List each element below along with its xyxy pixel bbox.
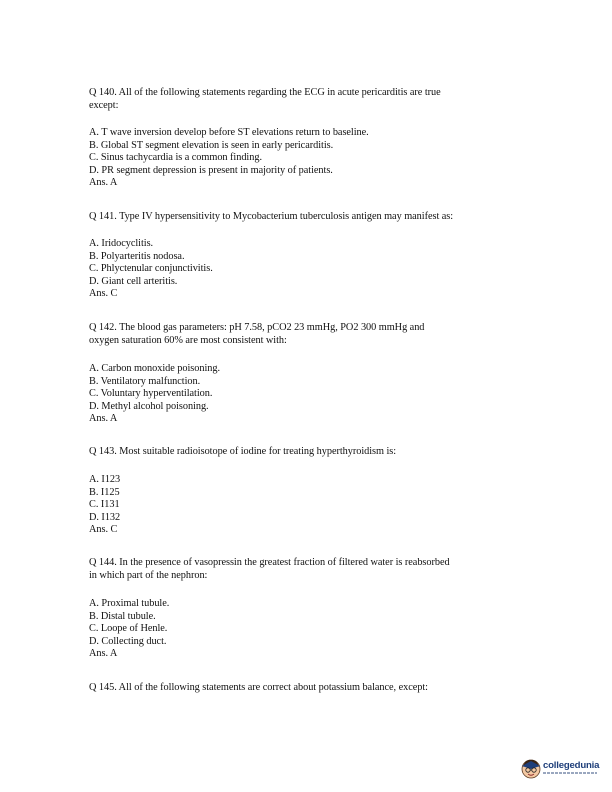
answer: Ans. A — [89, 413, 118, 425]
options-141 — [89, 238, 529, 301]
question-145 — [89, 682, 529, 695]
options-144 — [89, 598, 529, 661]
option-a: A. I123 — [89, 474, 121, 485]
question-142 — [89, 322, 529, 347]
answer: Ans. C — [89, 288, 118, 300]
question-144 — [89, 557, 529, 582]
option-a: A. T wave inversion develop before ST elevations return to baseline. — [89, 127, 369, 138]
option-c: C. Loope of Henle. — [89, 623, 168, 635]
option-a: A. Proximal tubule. — [89, 598, 170, 609]
brand-name: collegedunia — [543, 760, 600, 771]
question-stem-line: Q 145. All of the following statements are correct about potassium balance, except: — [89, 682, 428, 693]
option-b: B. I125 — [89, 486, 120, 498]
question-stem-line: Q 143. Most suitable radioisotope of iodine for treating hyperthyroidism is: — [89, 446, 397, 457]
question-stem-line: except: — [89, 99, 119, 111]
option-c: C. Voluntary hyperventilation. — [89, 388, 213, 400]
question-stem-line: Q 140. All of the following statements regarding the ECG in acute pericarditis are true — [89, 87, 441, 98]
option-b: B. Global ST segment elevation is seen in early pericarditis. — [89, 139, 334, 151]
question-stem-line: Q 142. The blood gas parameters: pH 7.58, pCO2 23 mmHg, PO2 300 mmHg and — [89, 322, 425, 333]
question-141 — [89, 211, 529, 224]
option-d: D. PR segment depression is present in majority of patients. — [89, 164, 333, 176]
answer: Ans. A — [89, 648, 118, 660]
option-c: C. I131 — [89, 499, 120, 511]
option-c: C. Phlyctenular conjunctivitis. — [89, 263, 213, 275]
options-140 — [89, 127, 529, 190]
question-140 — [89, 87, 529, 112]
question-stem-line: in which part of the nephron: — [89, 569, 208, 581]
question-stem-line: Q 141. Type IV hypersensitivity to Mycobacterium tuberculosis antigen may manifest as: — [89, 211, 454, 222]
mascot-logo-icon — [520, 757, 542, 779]
option-d: D. Giant cell arteritis. — [89, 275, 178, 287]
option-d: D. I132 — [89, 511, 121, 523]
brand-logo[interactable] — [520, 756, 600, 784]
option-b: B. Distal tubule. — [89, 610, 156, 622]
option-d: D. Methyl alcohol poisoning. — [89, 400, 209, 412]
option-c: C. Sinus tachycardia is a common finding. — [89, 152, 262, 164]
answer: Ans. C — [89, 524, 118, 536]
question-143 — [89, 446, 529, 459]
option-d: D. Collecting duct. — [89, 635, 167, 647]
brand-tagline-decoration — [543, 772, 597, 774]
answer: Ans. A — [89, 177, 118, 189]
option-a: A. Iridocyclitis. — [89, 238, 154, 249]
option-b: B. Ventilatory malfunction. — [89, 375, 201, 387]
options-143 — [89, 474, 529, 537]
question-stem-line: Q 144. In the presence of vasopressin the greatest fraction of filtered water is reabsorbed — [89, 557, 450, 568]
options-142 — [89, 363, 529, 426]
question-stem-line: oxygen saturation 60% are most consistent with: — [89, 334, 287, 346]
option-b: B. Polyarteritis nodosa. — [89, 250, 185, 262]
option-a: A. Carbon monoxide poisoning. — [89, 363, 220, 374]
